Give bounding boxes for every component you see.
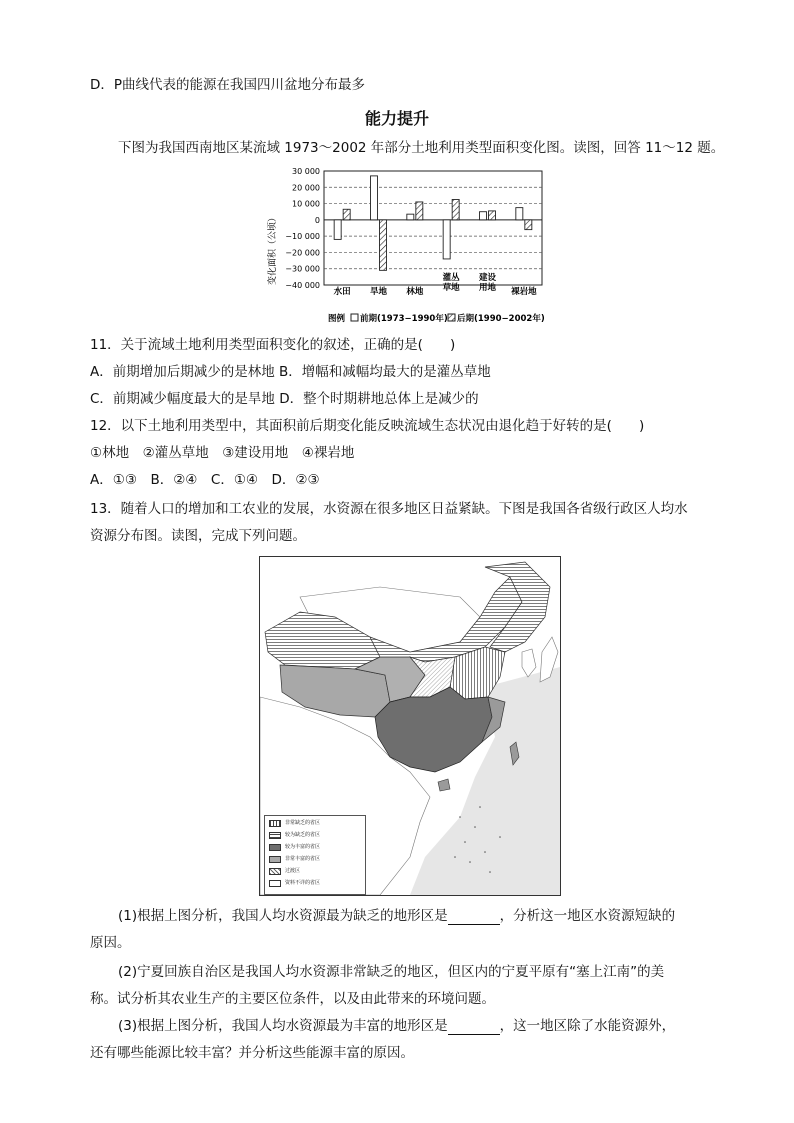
bar-late [416, 202, 423, 220]
chart-y-label: 变化面积（公顷） [268, 212, 278, 286]
option-d: D．P曲线代表的能源在我国四川盆地分布最多 [90, 77, 366, 93]
sub-question-1-line1: (1)根据上图分析，我国人均水资源最为缺乏的地形区是 ，分析这一地区水资源短缺的 [118, 908, 676, 924]
question-12-items: ①林地 ②灌丛草地 ③建设用地 ④裸岩地 [90, 445, 355, 461]
chart-category-label: 建设 [478, 273, 497, 283]
land-use-chart [262, 165, 562, 330]
legend-label: 图例 [328, 314, 346, 324]
question-13-line2: 资源分布图。读图，完成下列问题。 [90, 528, 306, 544]
chart-y-tick-label: −40 000 [285, 281, 320, 290]
chart-y-tick-label: −20 000 [285, 248, 320, 258]
question-12-options: A．①③ B．②④ C．①④ D．②③ [90, 472, 320, 488]
question-11: 11．关于流域土地利用类型面积变化的叙述，正确的是( ) [90, 337, 456, 353]
sub-question-2-line2: 称。试分析其农业生产的主要区位条件，以及由此带来的环境问题。 [90, 991, 495, 1007]
chart-intro: 下图为我国西南地区某流域 1973～2002 年部分土地利用类型面积变化图。读图，回答 11～12 题。 [118, 140, 725, 156]
sub-question-2-line1: (2)宁夏回族自治区是我国人均水资源非常缺乏的地区，但区内的宁夏平原有“塞上江南”的美 [118, 964, 665, 980]
bar-early [371, 176, 378, 220]
chart-category-label: 旱地 [369, 287, 388, 297]
section-title: 能力提升 [364, 109, 429, 128]
bar-early [443, 220, 450, 259]
chart-y-tick-label: −10 000 [285, 232, 320, 242]
sub-question-1-line2: 原因。 [90, 935, 131, 951]
chart-category-label: 林地 [406, 287, 424, 297]
chart-legend [328, 313, 545, 324]
bar-early [407, 214, 414, 220]
chart-category-label: 灌丛 [442, 273, 460, 283]
chart-y-tick-label: 10 000 [292, 199, 320, 209]
bar-late [452, 200, 459, 220]
chart-y-tick-label: −30 000 [285, 264, 320, 274]
bar-early [480, 212, 487, 220]
chart-category-label: 用地 [478, 283, 497, 293]
chart-y-tick-label: 30 000 [292, 167, 320, 176]
sub-question-3-line1: (3)根据上图分析，我国人均水资源最为丰富的地形区是 ，这一地区除了水能资源外， [118, 1018, 676, 1034]
chart-category-label: 草地 [442, 283, 460, 293]
bar-early [334, 220, 341, 240]
bar-late [380, 220, 387, 270]
legend-early: 前期(1973−1990年) [360, 314, 448, 324]
question-12: 12．以下土地利用类型中，其面积前后期变化能反映流域生态状况由退化趋于好转的是( ) [90, 418, 645, 434]
legend-swatch-late [448, 314, 455, 321]
land-use-chart-svg [262, 165, 562, 330]
chart-category-label: 裸岩地 [511, 287, 537, 297]
question-13-line1: 13．随着人口的增加和工农业的发展，水资源在很多地区日益紧缺。下图是我国各省级行政区人均水 [90, 501, 688, 517]
sub-question-3-line2: 还有哪些能源比较丰富？并分析这些能源丰富的原因。 [90, 1045, 414, 1061]
water-resource-map [259, 556, 561, 896]
question-11-options-ab: A．前期增加后期减少的是林地 B．增幅和减幅均最大的是灌丛草地 [90, 364, 491, 380]
legend-late: 后期(1990−2002年) [457, 314, 545, 324]
bar-late [343, 209, 350, 220]
map-legend: 非常缺乏的省区 较为缺乏的省区 较为丰富的省区 非常丰富的省区 过渡区 资料不详的省区 [264, 815, 366, 895]
chart-y-tick-label: 0 [314, 215, 320, 225]
chart-category-label: 水田 [333, 287, 351, 297]
bar-late [489, 211, 496, 220]
bar-early [516, 208, 523, 220]
answer-blank-1[interactable] [448, 910, 500, 925]
legend-swatch-early [351, 314, 358, 321]
question-11-options-cd: C．前期减少幅度最大的是旱地 D．整个时期耕地总体上是减少的 [90, 391, 479, 407]
answer-blank-3[interactable] [448, 1020, 500, 1035]
bar-late [525, 220, 532, 230]
chart-plot-frame [324, 171, 542, 285]
chart-y-tick-label: 20 000 [292, 183, 320, 193]
